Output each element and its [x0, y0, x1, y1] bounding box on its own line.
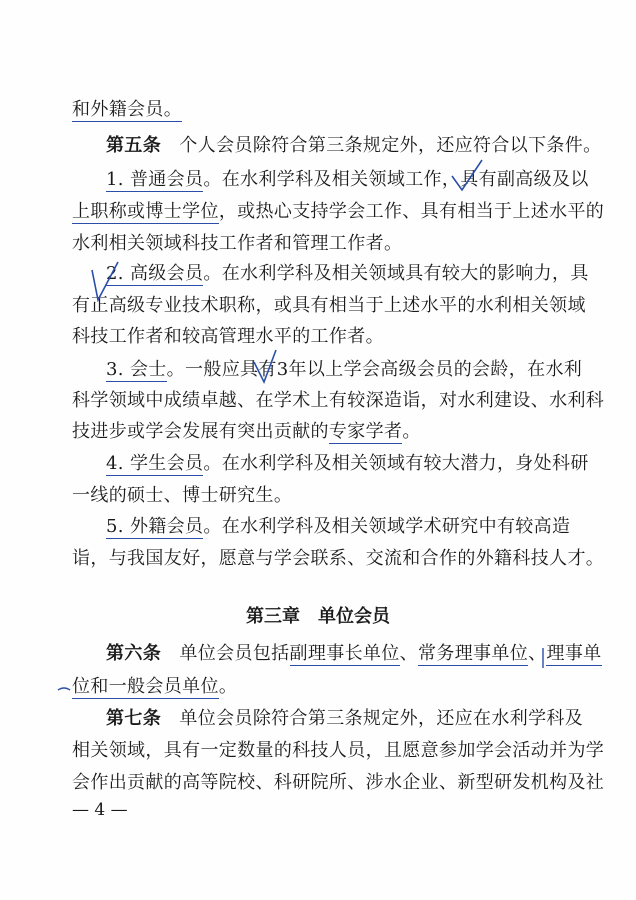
item-text: 。在水利学科及相关领域工作，具有副高级及以: [203, 169, 589, 190]
item-text: 。一般应具有3年以上学会高级会员的会龄，在水利: [166, 359, 583, 380]
underlined-phrase: 专家学者: [328, 421, 403, 442]
text-line: 一线的硕士、博士研究生。: [72, 485, 293, 506]
item-label: 5. 外籍会员: [106, 516, 204, 537]
underlined-phrase: 理事单: [546, 643, 602, 664]
item-1: [106, 168, 589, 192]
underlined-phrase: 和外籍会员。: [72, 99, 183, 120]
article-5: [106, 134, 601, 158]
text-line: 会作出贡献的高等院校、科研院所、涉水企业、新型研发机构及社: [72, 772, 605, 793]
article-label: 第七条: [106, 708, 162, 729]
text-span: 。: [218, 676, 238, 697]
text-line: [72, 98, 182, 122]
text-span: 单位会员包括: [179, 643, 290, 664]
text-line: 相关领域，具有一定数量的科技人员，且愿意参加学会活动并为学: [72, 740, 605, 761]
item-text: 。在水利学科及相关领域有较大潜力，身处科研: [203, 453, 589, 474]
item-label: 1. 普通会员: [106, 169, 204, 190]
text-span: 。: [402, 421, 421, 442]
text-line: 科学领域中成绩卓越、在学术上有较深造诣，对水利建设、水利科: [72, 390, 605, 411]
item-5: [106, 515, 570, 539]
text-line: 水利相关领域科技工作者和管理工作者。: [72, 233, 403, 254]
item-label: 2. 高级会员: [106, 263, 204, 284]
text-line: [72, 420, 421, 444]
chapter-heading: 第三章 单位会员: [246, 606, 390, 627]
article-6: [106, 642, 602, 666]
item-4: [106, 452, 589, 476]
text-line: [72, 675, 237, 699]
text-line: 科技工作者和较高管理水平的工作者。: [72, 326, 384, 347]
pen-mark-icon: [58, 688, 70, 690]
text-span: 、: [399, 643, 418, 664]
item-2: [106, 262, 589, 286]
text-line: 诣，与我国友好，愿意与学会联系、交流和合作的外籍科技人才。: [72, 548, 605, 569]
text-span: ，或热心支持学会工作、具有相当于上述水平的: [218, 201, 605, 222]
article-text: 个人会员除符合第三条规定外，还应符合以下条件。: [179, 135, 602, 156]
item-text: 。在水利学科及相关领域学术研究中有较高造: [203, 516, 571, 537]
article-label: 第六条: [106, 643, 162, 664]
text-span: 技进步或学会发展有突出贡献的: [72, 421, 329, 442]
item-text: 。在水利学科及相关领域具有较大的影响力，具: [203, 263, 589, 284]
underlined-phrase: 常务理事单位: [418, 643, 529, 664]
underlined-phrase: 位和一般会员单位: [72, 676, 219, 697]
article-text: 单位会员除符合第三条规定外，还应在水利学科及: [179, 708, 584, 729]
text-span: 、: [528, 643, 547, 664]
item-label: 4. 学生会员: [106, 453, 204, 474]
item-3: [106, 358, 582, 382]
item-label: 3. 会士: [106, 359, 167, 380]
text-line: [72, 200, 604, 224]
page-number: — 4 —: [72, 800, 128, 820]
underlined-phrase: 上职称或博士学位: [72, 201, 219, 222]
article-7: [106, 707, 583, 731]
text-line: 有正高级专业技术职称，或具有相当于上述水平的水利相关领域: [72, 295, 586, 316]
article-label: 第五条: [106, 135, 162, 156]
underlined-phrase: 副理事长单位: [289, 643, 400, 664]
